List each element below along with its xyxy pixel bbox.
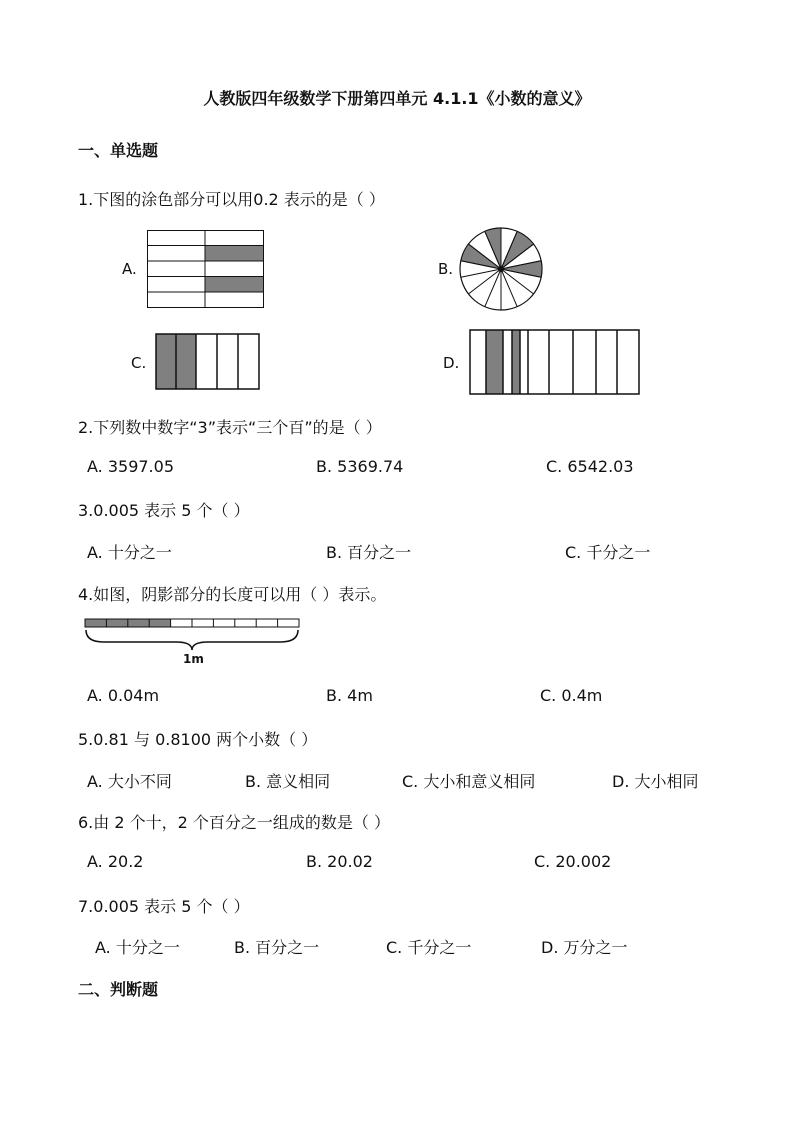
question-3-text: 3.0.005 表示 5 个（ ） — [78, 501, 250, 520]
q1-option-c-label: C. — [131, 354, 147, 372]
q1-figure-d-strips — [469, 329, 641, 396]
question-5-text: 5.0.81 与 0.8100 两个小数（ ） — [78, 730, 318, 749]
q6-option-c[interactable]: C. 20.002 — [534, 852, 612, 871]
q1-option-b-label: B. — [438, 260, 454, 278]
section-heading-true-false: 二、判断题 — [78, 980, 159, 999]
q7-option-b[interactable]: B. 百分之一 — [234, 938, 320, 957]
q5-option-c[interactable]: C. 大小和意义相同 — [402, 772, 536, 791]
q4-option-c[interactable]: C. 0.4m — [540, 686, 603, 705]
q5-option-b[interactable]: B. 意义相同 — [245, 772, 331, 791]
question-6-text: 6.由 2 个十，2 个百分之一组成的数是（ ） — [78, 813, 390, 832]
q6-option-b[interactable]: B. 20.02 — [306, 852, 373, 871]
question-7-text: 7.0.005 表示 5 个（ ） — [78, 897, 250, 916]
q7-option-c[interactable]: C. 千分之一 — [386, 938, 472, 957]
q2-option-b[interactable]: B. 5369.74 — [316, 457, 404, 476]
q5-option-a[interactable]: A. 大小不同 — [87, 772, 172, 791]
q5-option-d[interactable]: D. 大小相同 — [612, 772, 699, 791]
q3-option-a[interactable]: A. 十分之一 — [87, 543, 172, 562]
question-4-text: 4.如图，阴影部分的长度可以用（ ）表示。 — [78, 585, 387, 604]
page-title: 人教版四年级数学下册第四单元 4.1.1《小数的意义》 — [203, 89, 591, 108]
q1-figure-c-strips — [155, 333, 261, 391]
q1-option-d-label: D. — [443, 354, 460, 372]
q7-option-d[interactable]: D. 万分之一 — [541, 938, 628, 957]
question-2-text: 2.下列数中数字“3”表示“三个百”的是（ ） — [78, 418, 382, 437]
q4-ruler-label: 1m — [183, 652, 204, 666]
q2-option-c[interactable]: C. 6542.03 — [546, 457, 634, 476]
question-1-text: 1.下图的涂色部分可以用0.2 表示的是（ ） — [78, 190, 385, 209]
q1-figure-a-grid — [147, 230, 265, 309]
q1-option-a-label: A. — [122, 260, 137, 278]
section-heading-single-choice: 一、单选题 — [78, 141, 159, 160]
q7-option-a[interactable]: A. 十分之一 — [95, 938, 180, 957]
q3-option-c[interactable]: C. 千分之一 — [565, 543, 651, 562]
q1-figure-b-circle — [458, 226, 544, 312]
q4-option-b[interactable]: B. 4m — [326, 686, 373, 705]
q2-option-a[interactable]: A. 3597.05 — [87, 457, 174, 476]
q6-option-a[interactable]: A. 20.2 — [87, 852, 144, 871]
q4-option-a[interactable]: A. 0.04m — [87, 686, 160, 705]
q3-option-b[interactable]: B. 百分之一 — [326, 543, 412, 562]
